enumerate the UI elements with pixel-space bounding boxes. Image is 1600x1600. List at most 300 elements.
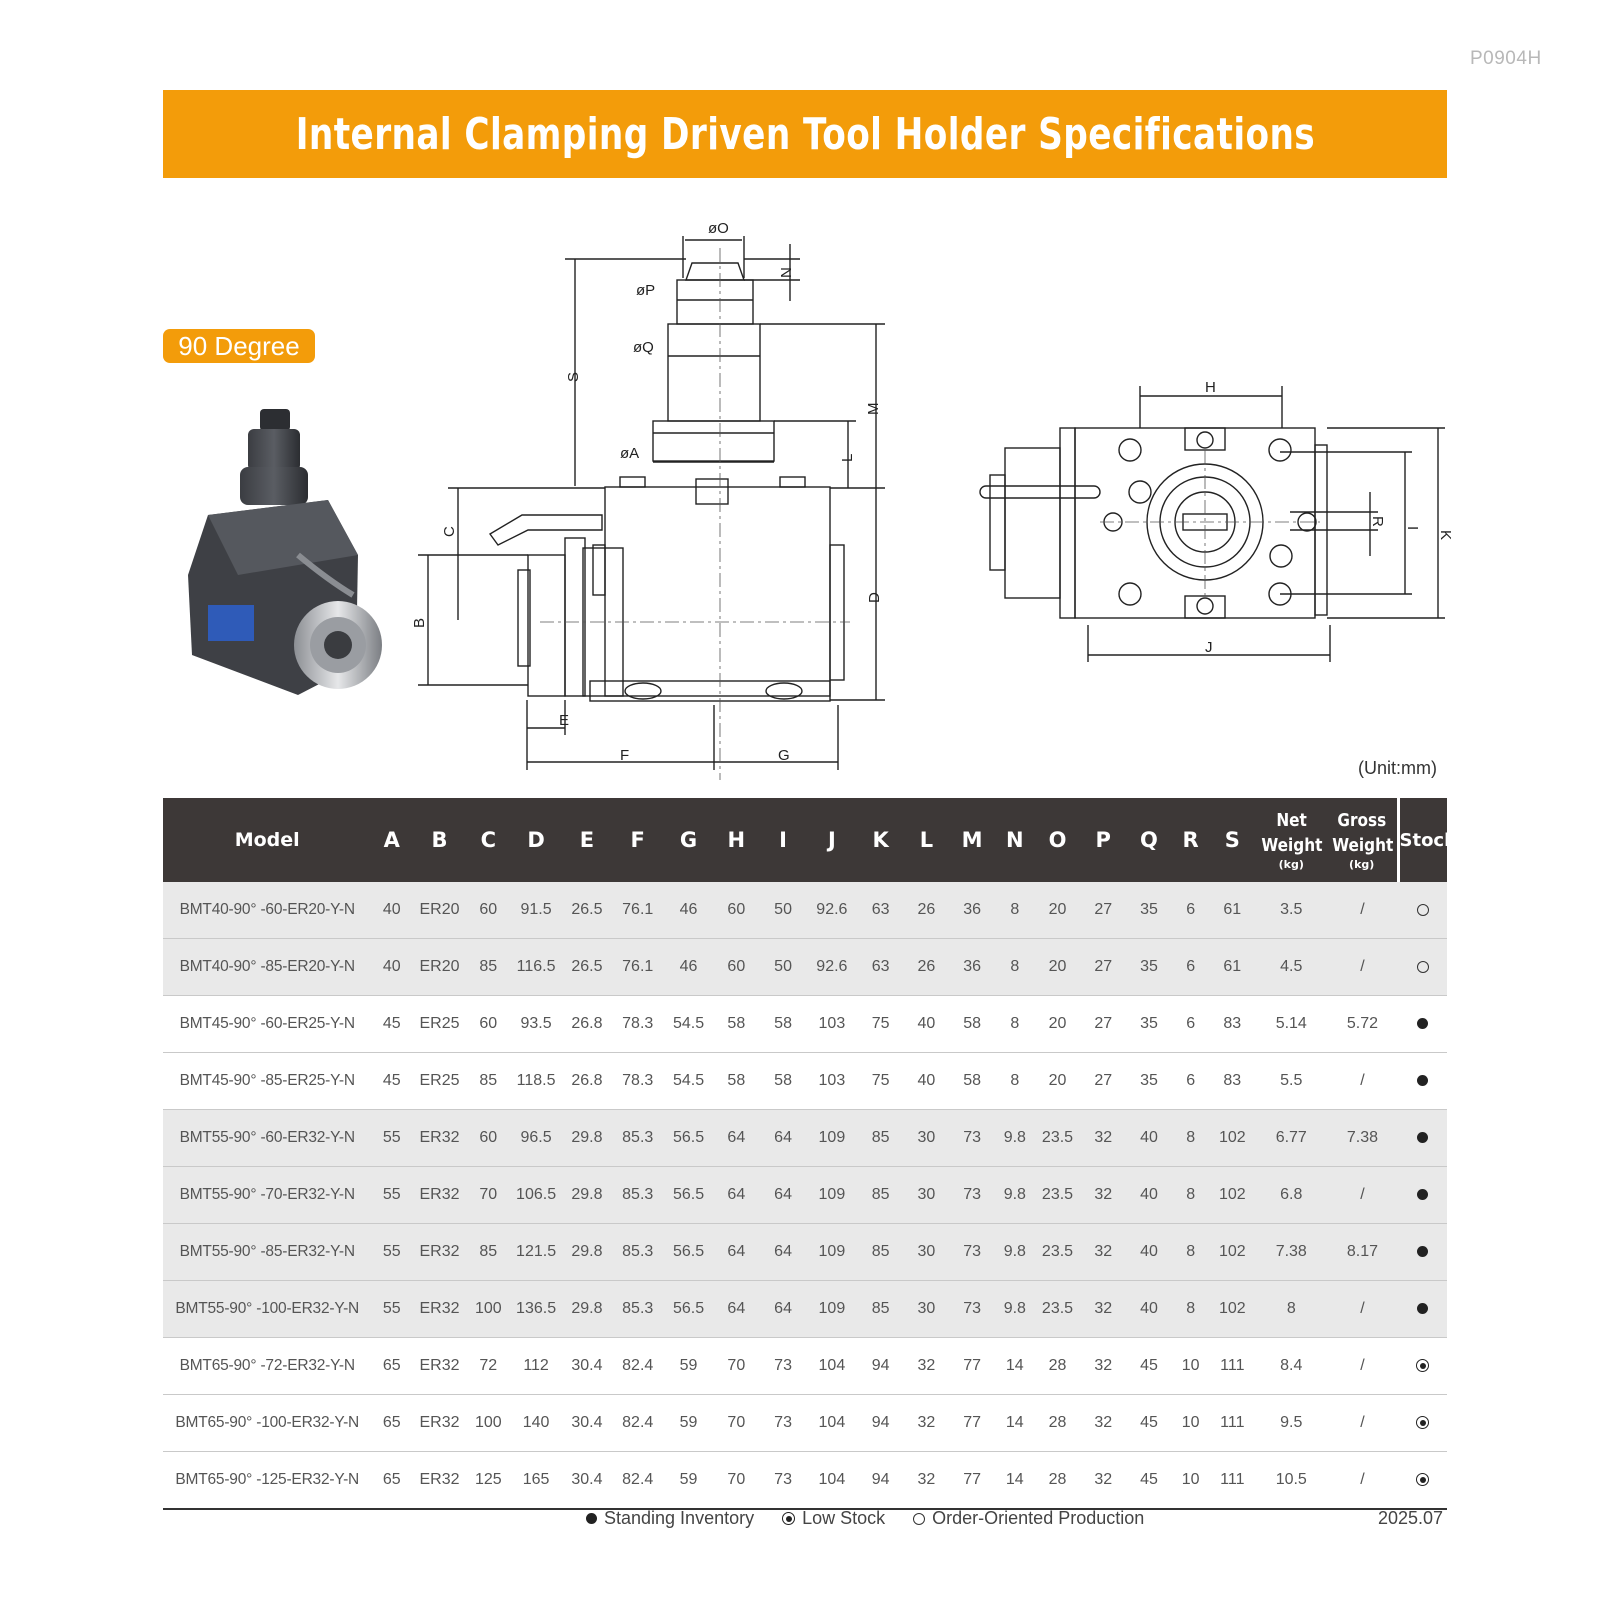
dim-cell-j: 103 — [806, 1053, 857, 1110]
dim-cell-q: 35 — [1126, 882, 1173, 939]
model-cell: BMT45-90° -85-ER25-Y-N — [163, 1053, 371, 1110]
gross-weight-cell: / — [1327, 1395, 1398, 1452]
dim-cell-f: 85.3 — [611, 1110, 664, 1167]
header-dim: P — [1081, 798, 1126, 882]
dim-cell-b: ER32 — [412, 1395, 467, 1452]
legend-order-label: Order-Oriented Production — [932, 1508, 1145, 1528]
dim-cell-g: 46 — [664, 882, 713, 939]
dim-cell-r: 6 — [1172, 882, 1209, 939]
legend-standing-label: Standing Inventory — [604, 1508, 755, 1528]
dim-cell-c: 125 — [467, 1452, 510, 1510]
filled-dot-icon — [1417, 1303, 1428, 1314]
dim-label-o: øO — [708, 220, 729, 237]
dim-label-n: N — [778, 267, 795, 278]
header-model: Model — [163, 798, 371, 882]
dim-cell-h: 58 — [713, 1053, 760, 1110]
dim-cell-e: 26.5 — [563, 939, 612, 996]
dim-cell-g: 54.5 — [664, 996, 713, 1053]
model-cell: BMT45-90° -60-ER25-Y-N — [163, 996, 371, 1053]
dim-cell-q: 45 — [1126, 1452, 1173, 1510]
dim-cell-m: 73 — [949, 1281, 996, 1338]
net-weight-cell: 6.77 — [1256, 1110, 1327, 1167]
dim-cell-b: ER32 — [412, 1338, 467, 1395]
net-weight-cell: 3.5 — [1256, 882, 1327, 939]
dim-cell-g: 56.5 — [664, 1281, 713, 1338]
dim-cell-h: 70 — [713, 1452, 760, 1510]
dim-cell-g: 56.5 — [664, 1110, 713, 1167]
header-dim: H — [713, 798, 760, 882]
dim-cell-s: 111 — [1209, 1452, 1256, 1510]
dim-cell-e: 29.8 — [563, 1281, 612, 1338]
dim-cell-s: 111 — [1209, 1338, 1256, 1395]
dim-label-r: R — [1369, 516, 1386, 527]
header-dim: Q — [1126, 798, 1173, 882]
dim-cell-p: 32 — [1081, 1224, 1126, 1281]
dim-cell-m: 36 — [949, 882, 996, 939]
dim-cell-o: 23.5 — [1034, 1281, 1081, 1338]
dim-cell-s: 61 — [1209, 882, 1256, 939]
dim-cell-c: 60 — [467, 1110, 510, 1167]
dim-cell-r: 6 — [1172, 996, 1209, 1053]
dim-cell-g: 59 — [664, 1452, 713, 1510]
ring-dot-icon — [1416, 1473, 1429, 1486]
dim-label-d: D — [866, 592, 883, 603]
dim-cell-p: 32 — [1081, 1167, 1126, 1224]
dim-cell-d: 140 — [510, 1395, 563, 1452]
dim-cell-j: 109 — [806, 1110, 857, 1167]
dim-cell-j: 104 — [806, 1452, 857, 1510]
table-row — [163, 882, 1447, 939]
header-dim: B — [412, 798, 467, 882]
dim-cell-k: 94 — [857, 1395, 904, 1452]
header-gross-label-2: Weight — [1332, 835, 1394, 856]
dim-cell-s: 102 — [1209, 1167, 1256, 1224]
table-row — [163, 1224, 1447, 1281]
gross-weight-cell: / — [1327, 1167, 1398, 1224]
dim-cell-b: ER20 — [412, 882, 467, 939]
table-row — [163, 939, 1447, 996]
header-net-label: Net — [1276, 810, 1307, 831]
dim-cell-a: 55 — [371, 1167, 412, 1224]
header-dim: M — [949, 798, 996, 882]
dim-label-m: M — [865, 402, 882, 415]
dim-cell-r: 8 — [1172, 1167, 1209, 1224]
model-cell: BMT65-90° -72-ER32-Y-N — [163, 1338, 371, 1395]
dim-cell-h: 58 — [713, 996, 760, 1053]
dim-cell-m: 58 — [949, 1053, 996, 1110]
dim-cell-j: 104 — [806, 1338, 857, 1395]
table-row — [163, 1281, 1447, 1338]
angle-badge: 90 Degree — [163, 329, 315, 363]
dim-cell-q: 35 — [1126, 939, 1173, 996]
dim-label-f: F — [620, 747, 630, 764]
net-weight-cell: 10.5 — [1256, 1452, 1327, 1510]
dim-cell-d: 118.5 — [510, 1053, 563, 1110]
dim-cell-k: 85 — [857, 1224, 904, 1281]
table-row — [163, 1167, 1447, 1224]
dim-cell-i: 64 — [760, 1110, 807, 1167]
dim-cell-c: 85 — [467, 1053, 510, 1110]
header-dim: C — [467, 798, 510, 882]
dim-cell-b: ER32 — [412, 1224, 467, 1281]
gross-weight-cell: / — [1327, 1452, 1398, 1510]
dim-cell-m: 77 — [949, 1338, 996, 1395]
dim-cell-o: 20 — [1034, 996, 1081, 1053]
dim-label-a: øA — [620, 445, 640, 462]
model-cell: BMT55-90° -60-ER32-Y-N — [163, 1110, 371, 1167]
model-cell: BMT65-90° -100-ER32-Y-N — [163, 1395, 371, 1452]
dim-cell-p: 32 — [1081, 1338, 1126, 1395]
dim-cell-f: 78.3 — [611, 996, 664, 1053]
page-title: Internal Clamping Driven Tool Holder Specifications — [295, 108, 1315, 160]
stock-cell — [1398, 1395, 1447, 1452]
dim-cell-b: ER20 — [412, 939, 467, 996]
dim-label-i: I — [1404, 526, 1421, 531]
stock-cell — [1398, 1167, 1447, 1224]
dim-cell-m: 58 — [949, 996, 996, 1053]
header-dim: R — [1172, 798, 1209, 882]
net-weight-cell: 4.5 — [1256, 939, 1327, 996]
gross-weight-cell: / — [1327, 1281, 1398, 1338]
dim-cell-c: 100 — [467, 1395, 510, 1452]
dim-cell-p: 27 — [1081, 939, 1126, 996]
gross-weight-cell: / — [1327, 1053, 1398, 1110]
dim-cell-f: 85.3 — [611, 1281, 664, 1338]
table-row — [163, 1395, 1447, 1452]
dim-cell-d: 136.5 — [510, 1281, 563, 1338]
dim-cell-q: 45 — [1126, 1338, 1173, 1395]
dim-cell-k: 75 — [857, 996, 904, 1053]
dim-cell-d: 93.5 — [510, 996, 563, 1053]
dim-cell-r: 8 — [1172, 1281, 1209, 1338]
dim-cell-i: 50 — [760, 882, 807, 939]
dim-cell-i: 64 — [760, 1281, 807, 1338]
dim-cell-o: 20 — [1034, 1053, 1081, 1110]
filled-dot-icon — [1417, 1018, 1428, 1029]
gross-weight-cell: 5.72 — [1327, 996, 1398, 1053]
model-cell: BMT55-90° -100-ER32-Y-N — [163, 1281, 371, 1338]
dim-cell-r: 6 — [1172, 1053, 1209, 1110]
dim-label-e: E — [559, 712, 570, 729]
stock-cell — [1398, 1338, 1447, 1395]
dim-cell-n: 14 — [996, 1452, 1035, 1510]
dim-cell-q: 35 — [1126, 996, 1173, 1053]
dim-cell-h: 64 — [713, 1167, 760, 1224]
dim-cell-p: 32 — [1081, 1452, 1126, 1510]
dim-cell-c: 85 — [467, 1224, 510, 1281]
dim-cell-q: 35 — [1126, 1053, 1173, 1110]
dim-cell-e: 26.5 — [563, 882, 612, 939]
dim-cell-k: 85 — [857, 1167, 904, 1224]
dim-cell-l: 30 — [904, 1110, 949, 1167]
net-weight-cell: 6.8 — [1256, 1167, 1327, 1224]
dim-cell-r: 8 — [1172, 1110, 1209, 1167]
stock-cell — [1398, 882, 1447, 939]
dim-cell-s: 61 — [1209, 939, 1256, 996]
header-dim: E — [563, 798, 612, 882]
dim-cell-c: 85 — [467, 939, 510, 996]
dim-cell-n: 9.8 — [996, 1281, 1035, 1338]
dim-cell-b: ER32 — [412, 1452, 467, 1510]
dim-cell-s: 102 — [1209, 1110, 1256, 1167]
dim-cell-e: 29.8 — [563, 1167, 612, 1224]
dim-cell-s: 102 — [1209, 1224, 1256, 1281]
header-stock: Stock — [1398, 798, 1447, 882]
model-cell: BMT40-90° -60-ER20-Y-N — [163, 882, 371, 939]
legend-low-label: Low Stock — [802, 1508, 886, 1528]
dim-cell-g: 59 — [664, 1395, 713, 1452]
dim-cell-f: 82.4 — [611, 1395, 664, 1452]
gross-weight-cell: 7.38 — [1327, 1110, 1398, 1167]
header-dim: N — [996, 798, 1035, 882]
table-body — [163, 882, 1447, 1509]
dim-cell-n: 8 — [996, 939, 1035, 996]
dim-cell-l: 30 — [904, 1224, 949, 1281]
dim-cell-h: 70 — [713, 1395, 760, 1452]
dim-cell-r: 6 — [1172, 939, 1209, 996]
dim-cell-a: 40 — [371, 882, 412, 939]
stock-cell — [1398, 1224, 1447, 1281]
table-row — [163, 1338, 1447, 1395]
filled-dot-icon — [586, 1513, 597, 1524]
dim-cell-k: 63 — [857, 939, 904, 996]
dim-cell-a: 40 — [371, 939, 412, 996]
dim-cell-g: 59 — [664, 1338, 713, 1395]
dim-cell-d: 106.5 — [510, 1167, 563, 1224]
dim-cell-o: 28 — [1034, 1452, 1081, 1510]
dim-cell-q: 40 — [1126, 1167, 1173, 1224]
empty-circle-icon — [913, 1513, 925, 1525]
filled-dot-icon — [1417, 1075, 1428, 1086]
dim-label-k: K — [1437, 530, 1454, 541]
dim-cell-a: 45 — [371, 1053, 412, 1110]
filled-dot-icon — [1417, 1132, 1428, 1143]
dim-cell-h: 64 — [713, 1110, 760, 1167]
dim-cell-p: 27 — [1081, 882, 1126, 939]
dim-cell-m: 36 — [949, 939, 996, 996]
dim-cell-a: 55 — [371, 1281, 412, 1338]
dim-cell-o: 20 — [1034, 939, 1081, 996]
ring-dot-icon — [1416, 1416, 1429, 1429]
dim-cell-e: 30.4 — [563, 1338, 612, 1395]
dim-cell-j: 104 — [806, 1395, 857, 1452]
dim-cell-k: 75 — [857, 1053, 904, 1110]
gross-weight-cell: 8.17 — [1327, 1224, 1398, 1281]
stock-cell — [1398, 1281, 1447, 1338]
dim-cell-e: 30.4 — [563, 1395, 612, 1452]
dim-cell-l: 32 — [904, 1452, 949, 1510]
dim-cell-n: 9.8 — [996, 1167, 1035, 1224]
dim-cell-l: 30 — [904, 1167, 949, 1224]
net-weight-cell: 7.38 — [1256, 1224, 1327, 1281]
dim-cell-e: 29.8 — [563, 1110, 612, 1167]
dim-cell-a: 55 — [371, 1224, 412, 1281]
model-cell: BMT65-90° -125-ER32-Y-N — [163, 1452, 371, 1510]
dim-cell-c: 60 — [467, 996, 510, 1053]
dim-label-b: B — [411, 617, 428, 628]
dim-cell-p: 32 — [1081, 1395, 1126, 1452]
net-weight-cell: 9.5 — [1256, 1395, 1327, 1452]
header-dim: O — [1034, 798, 1081, 882]
dim-cell-b: ER32 — [412, 1110, 467, 1167]
dim-cell-n: 9.8 — [996, 1224, 1035, 1281]
dim-cell-k: 94 — [857, 1452, 904, 1510]
dim-cell-c: 60 — [467, 882, 510, 939]
dim-cell-j: 103 — [806, 996, 857, 1053]
dim-cell-b: ER32 — [412, 1167, 467, 1224]
dim-cell-h: 60 — [713, 939, 760, 996]
unit-note: (Unit:mm) — [1358, 758, 1437, 778]
dim-label-l: L — [839, 453, 856, 462]
dim-label-s: S — [565, 371, 582, 382]
dim-cell-a: 65 — [371, 1338, 412, 1395]
dim-cell-k: 85 — [857, 1110, 904, 1167]
dim-cell-j: 109 — [806, 1167, 857, 1224]
dim-cell-s: 111 — [1209, 1395, 1256, 1452]
dim-cell-n: 14 — [996, 1395, 1035, 1452]
dim-cell-i: 73 — [760, 1338, 807, 1395]
empty-circle-icon — [1417, 904, 1429, 916]
stock-cell — [1398, 1110, 1447, 1167]
dim-cell-n: 14 — [996, 1338, 1035, 1395]
dim-cell-q: 45 — [1126, 1395, 1173, 1452]
dim-cell-n: 8 — [996, 996, 1035, 1053]
dim-cell-d: 96.5 — [510, 1110, 563, 1167]
stock-cell — [1398, 1452, 1447, 1510]
dim-cell-l: 40 — [904, 1053, 949, 1110]
dim-cell-m: 73 — [949, 1167, 996, 1224]
dim-cell-r: 10 — [1172, 1395, 1209, 1452]
dim-cell-a: 65 — [371, 1452, 412, 1510]
dim-cell-o: 28 — [1034, 1395, 1081, 1452]
dim-cell-a: 65 — [371, 1395, 412, 1452]
dim-cell-q: 40 — [1126, 1281, 1173, 1338]
net-weight-cell: 8 — [1256, 1281, 1327, 1338]
ring-dot-icon — [782, 1512, 795, 1525]
dim-cell-d: 165 — [510, 1452, 563, 1510]
dim-cell-h: 60 — [713, 882, 760, 939]
dim-cell-l: 32 — [904, 1338, 949, 1395]
dim-cell-c: 100 — [467, 1281, 510, 1338]
dim-label-p: øP — [636, 282, 656, 299]
dim-cell-i: 73 — [760, 1395, 807, 1452]
dim-cell-d: 116.5 — [510, 939, 563, 996]
header-dim: K — [857, 798, 904, 882]
header-dim: G — [664, 798, 713, 882]
dim-cell-h: 64 — [713, 1281, 760, 1338]
dim-cell-l: 26 — [904, 939, 949, 996]
dim-cell-i: 58 — [760, 1053, 807, 1110]
dim-cell-d: 112 — [510, 1338, 563, 1395]
dim-cell-g: 46 — [664, 939, 713, 996]
dim-cell-e: 30.4 — [563, 1452, 612, 1510]
dim-cell-s: 102 — [1209, 1281, 1256, 1338]
dim-cell-b: ER25 — [412, 996, 467, 1053]
dim-cell-e: 26.8 — [563, 1053, 612, 1110]
header-gross-unit: (kg) — [1349, 858, 1375, 871]
header-gross-weight — [1327, 798, 1398, 882]
header-dim: L — [904, 798, 949, 882]
stock-cell — [1398, 939, 1447, 996]
dim-cell-f: 82.4 — [611, 1338, 664, 1395]
spec-table — [163, 798, 1457, 1510]
table-row — [163, 996, 1447, 1053]
dim-cell-f: 82.4 — [611, 1452, 664, 1510]
legend-low — [782, 1508, 885, 1529]
dim-cell-i: 50 — [760, 939, 807, 996]
dim-cell-l: 40 — [904, 996, 949, 1053]
dim-cell-j: 92.6 — [806, 882, 857, 939]
dim-label-q: øQ — [633, 339, 654, 356]
dim-cell-h: 64 — [713, 1224, 760, 1281]
dim-cell-b: ER25 — [412, 1053, 467, 1110]
dim-cell-l: 30 — [904, 1281, 949, 1338]
dim-cell-m: 77 — [949, 1452, 996, 1510]
table-row — [163, 1110, 1447, 1167]
dim-cell-f: 78.3 — [611, 1053, 664, 1110]
gross-weight-cell: / — [1327, 939, 1398, 996]
dim-cell-p: 32 — [1081, 1110, 1126, 1167]
dim-cell-k: 63 — [857, 882, 904, 939]
dim-cell-k: 85 — [857, 1281, 904, 1338]
dim-cell-s: 83 — [1209, 996, 1256, 1053]
dim-cell-j: 92.6 — [806, 939, 857, 996]
legend-order — [913, 1508, 1144, 1529]
dim-label-g: G — [778, 747, 790, 764]
dim-cell-d: 91.5 — [510, 882, 563, 939]
dim-cell-i: 64 — [760, 1167, 807, 1224]
stock-legend — [586, 1508, 1172, 1529]
dim-cell-o: 20 — [1034, 882, 1081, 939]
dim-cell-r: 10 — [1172, 1338, 1209, 1395]
dim-cell-m: 73 — [949, 1110, 996, 1167]
dim-cell-p: 27 — [1081, 996, 1126, 1053]
dim-cell-r: 10 — [1172, 1452, 1209, 1510]
dim-cell-o: 23.5 — [1034, 1224, 1081, 1281]
gross-weight-cell: / — [1327, 882, 1398, 939]
dim-label-c: C — [441, 526, 458, 537]
dim-cell-b: ER32 — [412, 1281, 467, 1338]
dim-label-j: J — [1205, 639, 1213, 656]
stock-cell — [1398, 996, 1447, 1053]
filled-dot-icon — [1417, 1189, 1428, 1200]
dim-cell-j: 109 — [806, 1224, 857, 1281]
dim-cell-o: 23.5 — [1034, 1167, 1081, 1224]
net-weight-cell: 5.14 — [1256, 996, 1327, 1053]
dim-cell-r: 8 — [1172, 1224, 1209, 1281]
stock-cell — [1398, 1053, 1447, 1110]
dim-cell-i: 73 — [760, 1452, 807, 1510]
dim-cell-n: 8 — [996, 882, 1035, 939]
dim-label-h: H — [1205, 379, 1216, 396]
net-weight-cell: 8.4 — [1256, 1338, 1327, 1395]
dim-cell-i: 58 — [760, 996, 807, 1053]
dim-cell-s: 83 — [1209, 1053, 1256, 1110]
dim-cell-d: 121.5 — [510, 1224, 563, 1281]
table-row — [163, 1053, 1447, 1110]
model-cell: BMT40-90° -85-ER20-Y-N — [163, 939, 371, 996]
dim-cell-f: 85.3 — [611, 1167, 664, 1224]
dim-cell-i: 64 — [760, 1224, 807, 1281]
dim-cell-c: 70 — [467, 1167, 510, 1224]
header-dim: S — [1209, 798, 1256, 882]
dim-cell-a: 55 — [371, 1110, 412, 1167]
dim-cell-f: 76.1 — [611, 939, 664, 996]
model-cell: BMT55-90° -85-ER32-Y-N — [163, 1224, 371, 1281]
publication-date: 2025.07 — [1378, 1508, 1444, 1528]
dim-cell-f: 76.1 — [611, 882, 664, 939]
dim-cell-q: 40 — [1126, 1110, 1173, 1167]
